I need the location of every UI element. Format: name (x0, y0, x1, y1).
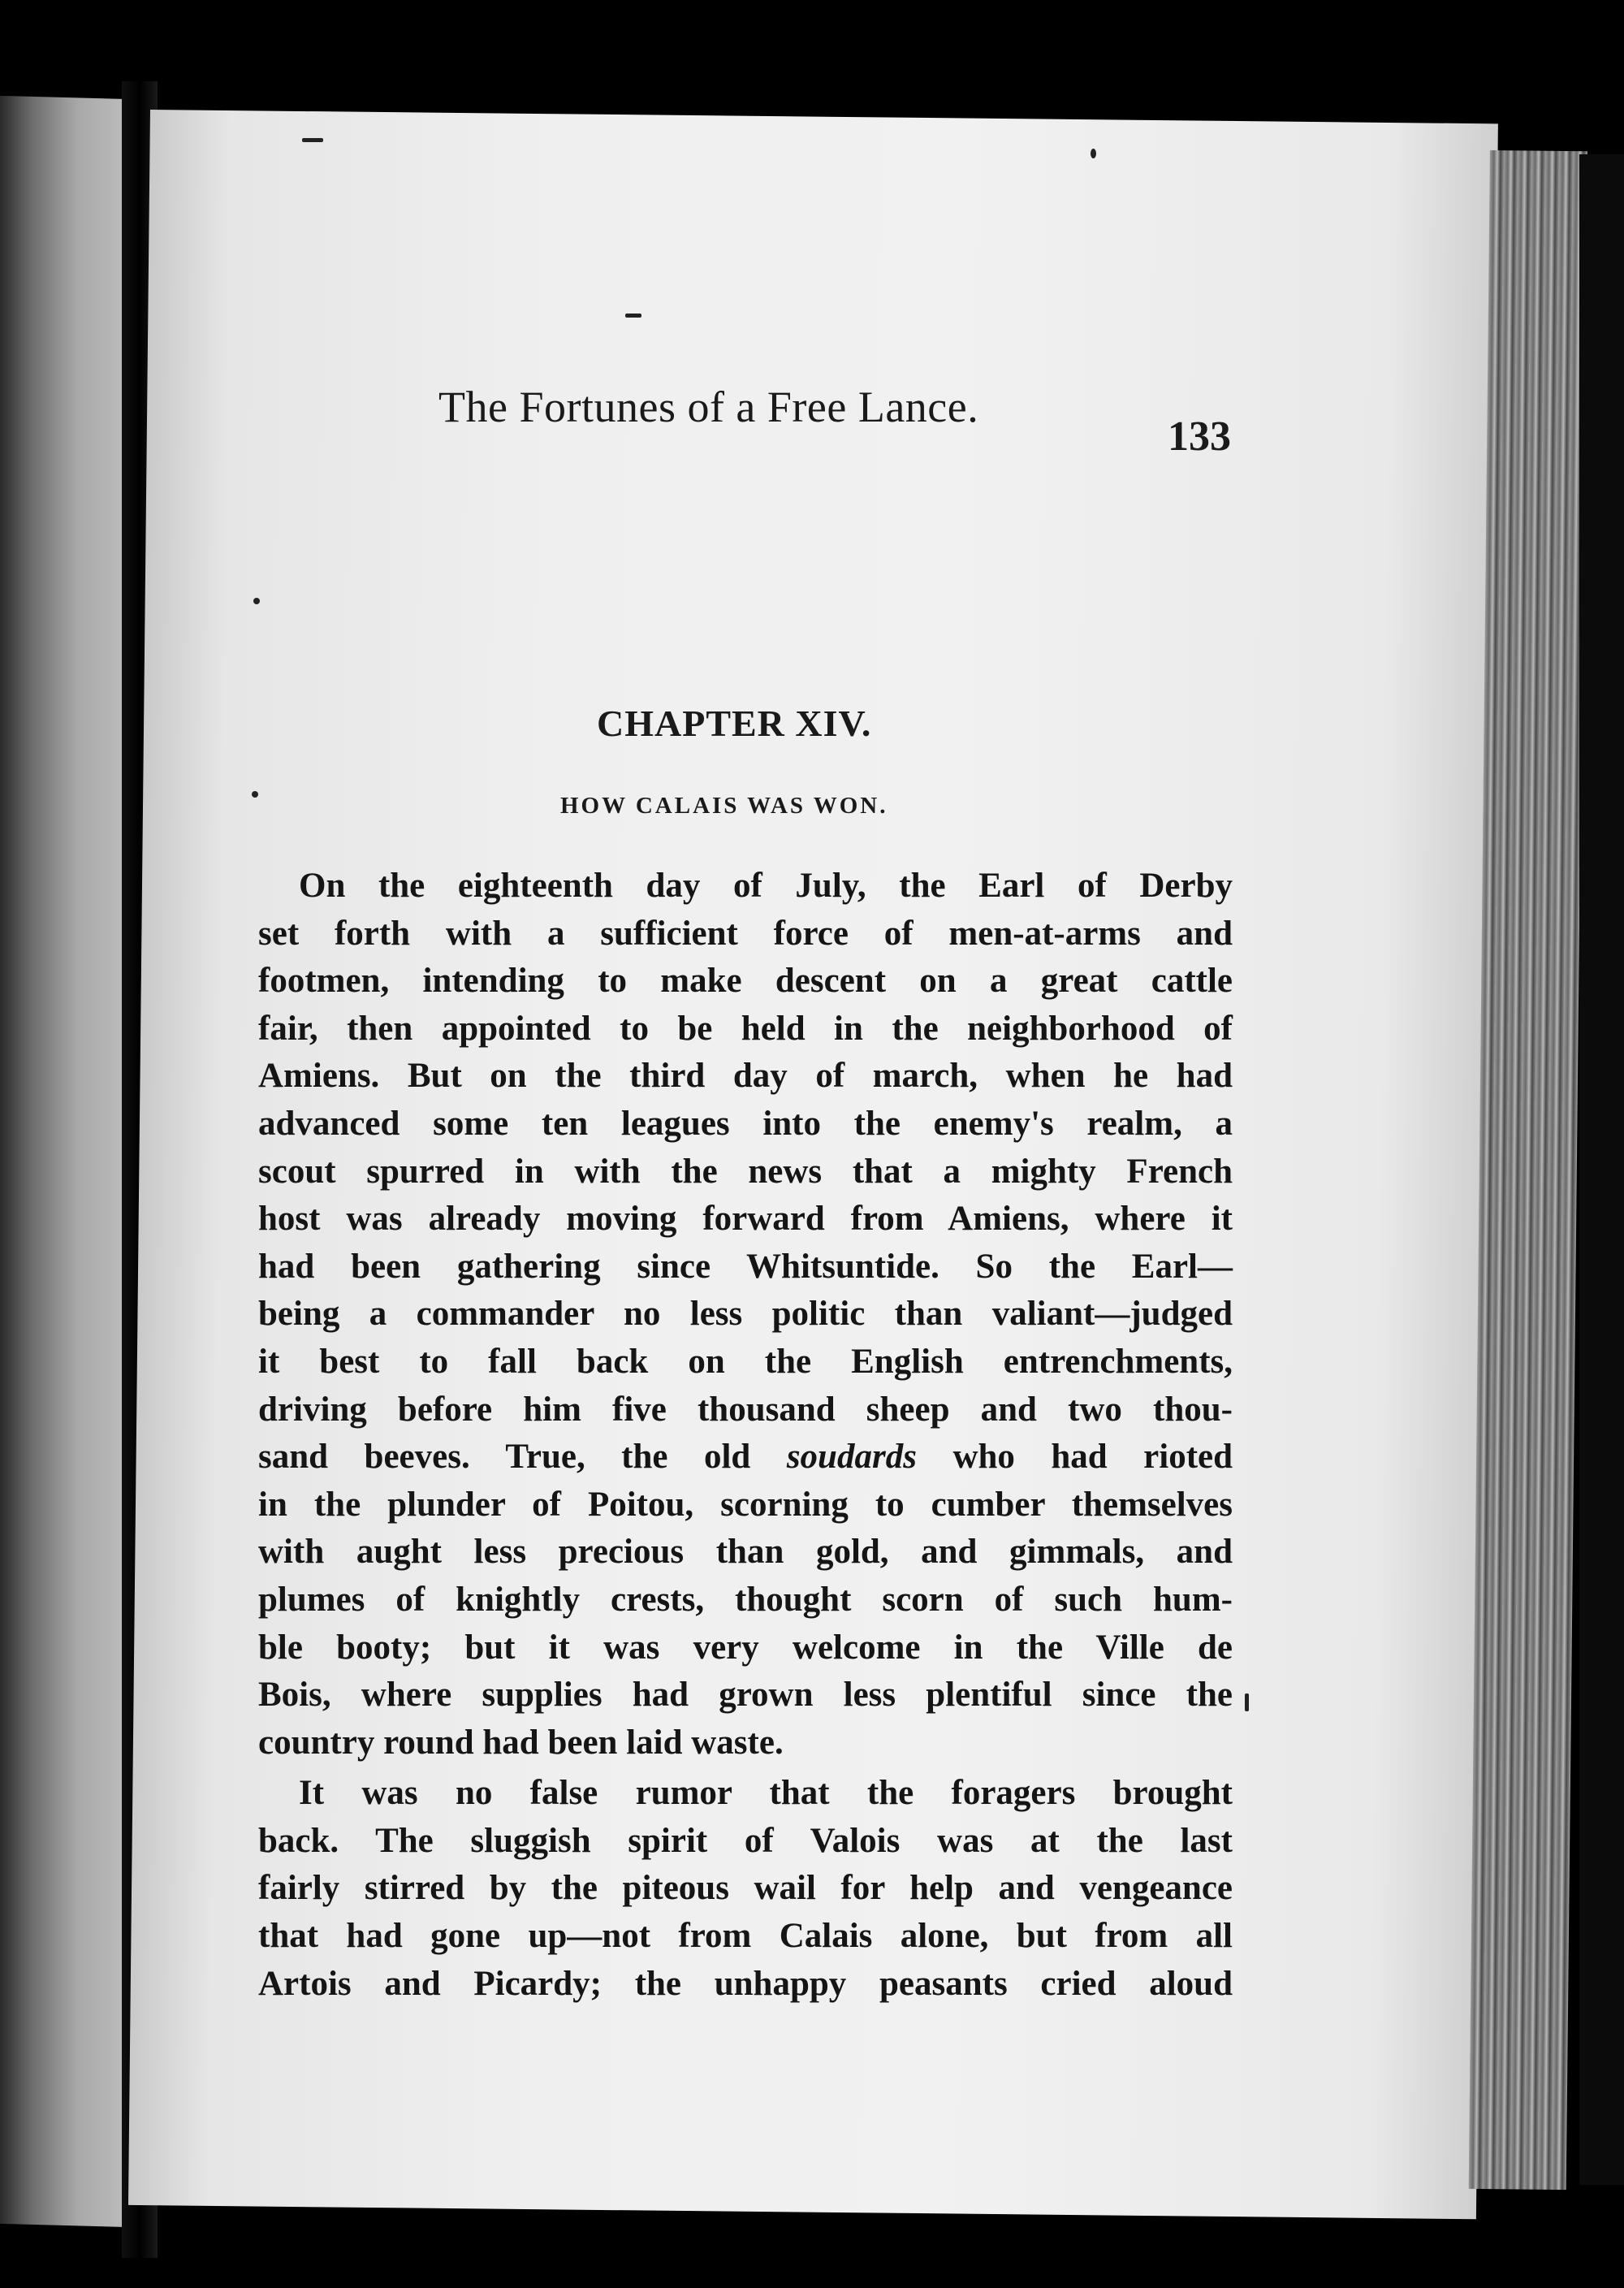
page-edges (1469, 150, 1587, 2190)
facing-page-edge (0, 96, 130, 2227)
text-line: had been gathering since Whitsuntide. So the Earl— (258, 1247, 1233, 1286)
paragraph-1 (258, 863, 1233, 1767)
text-line: country round had been laid waste. (258, 1723, 784, 1762)
text-line: Amiens. But on the third day of march, when he had (258, 1057, 1233, 1096)
paragraph-2 (258, 1770, 1233, 2008)
scan-speck (302, 138, 323, 142)
text-segment: who had rioted (952, 1438, 1233, 1477)
text-line: driving before him five thousand sheep and two thou- (258, 1390, 1233, 1429)
scan-speck (1091, 149, 1096, 158)
text-line: scout spurred in with the news that a mighty French (258, 1152, 1233, 1191)
scan-speck (625, 314, 641, 318)
text-line: fairly stirred by the piteous wail for help and vengeance (258, 1869, 1233, 1908)
text-line-with-italic (258, 1434, 1233, 1481)
text-line: plumes of knightly crests, thought scorn of such hum- (258, 1580, 1233, 1619)
scan-speck (252, 791, 258, 798)
text-line: set forth with a sufficient force of men-at-arms and (258, 914, 1233, 953)
page-number: 133 (1168, 413, 1231, 460)
running-head: The Fortunes of a Free Lance. (438, 383, 979, 431)
text-line: back. The sluggish spirit of Valois was at the last (258, 1821, 1233, 1860)
text-line: On the eighteenth day of July, the Earl of Derby (299, 867, 1233, 905)
italic-word: soudards (786, 1438, 917, 1477)
text-line: It was no false rumor that the foragers brought (299, 1774, 1233, 1813)
scan-speck (1245, 1693, 1249, 1711)
text-line: Bois, where supplies had grown less plentiful since the (258, 1676, 1233, 1715)
text-line: with aught less precious than gold, and gimmals, and (258, 1533, 1233, 1572)
text-line: that had gone up—not from Calais alone, but from all (258, 1917, 1233, 1956)
scan-speck (253, 598, 260, 604)
text-line: fair, then appointed to be held in the neighborhood of (258, 1009, 1233, 1048)
text-line: being a commander no less politic than valiant—judged (258, 1295, 1233, 1334)
text-line: ble booty; but it was very welcome in the Ville de (258, 1628, 1233, 1667)
text-line: in the plunder of Poitou, scorning to cumber themselves (258, 1485, 1233, 1524)
text-segment: sand beeves. True, the old (258, 1438, 751, 1477)
text-line: Artois and Picardy; the unhappy peasants cried aloud (258, 1964, 1233, 2003)
text-line: it best to fall back on the English entrenchments, (258, 1342, 1233, 1381)
text-line: advanced some ten leagues into the enemy's realm, a (258, 1104, 1233, 1143)
body-text (258, 863, 1233, 2008)
page-edges-shadow (1579, 154, 1624, 2185)
chapter-subtitle: HOW CALAIS WAS WON. (560, 793, 888, 819)
text-line: host was already moving forward from Amiens, where it (258, 1200, 1233, 1239)
chapter-title: CHAPTER XIV. (597, 703, 872, 744)
text-line: footmen, intending to make descent on a great cattle (258, 962, 1233, 1001)
